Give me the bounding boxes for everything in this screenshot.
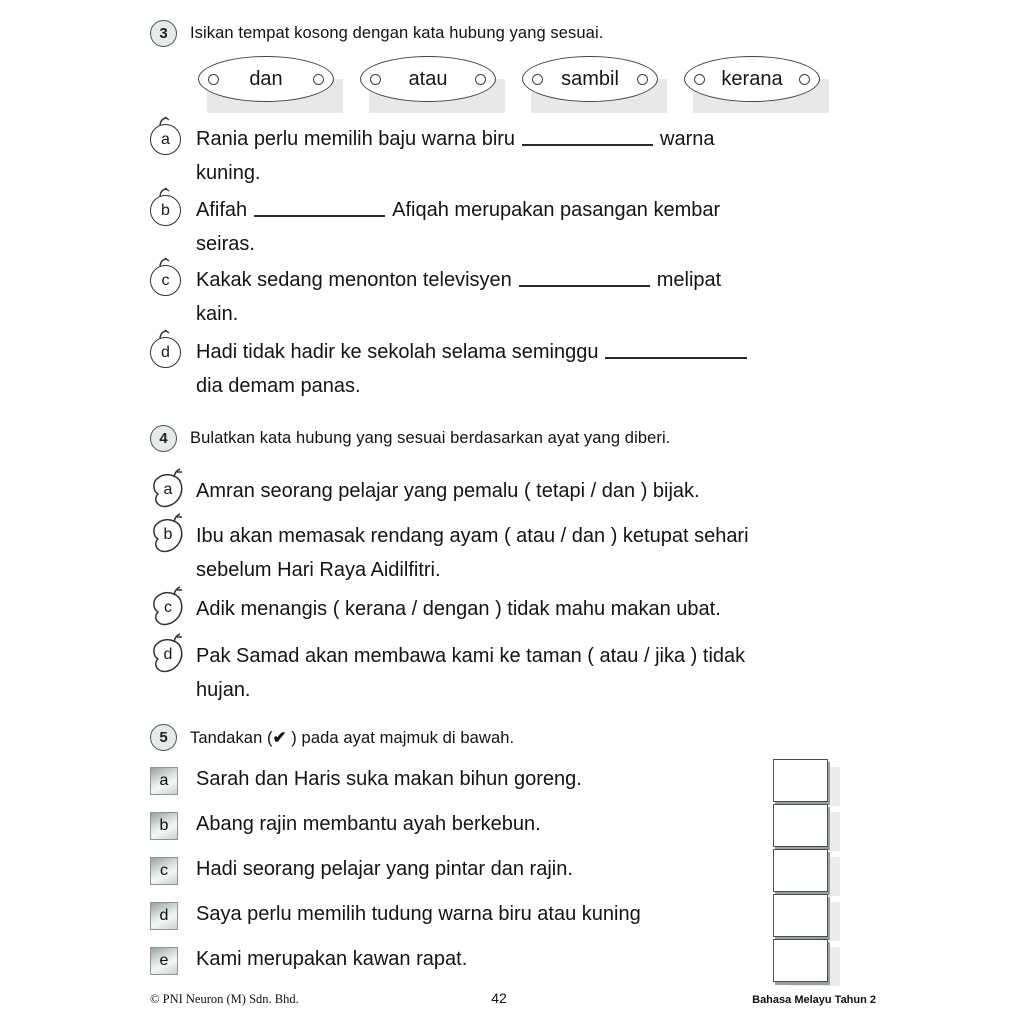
tag-hole-icon [532,74,543,85]
page-number: 42 [491,990,507,1006]
sentence-line2: kain. [196,303,239,325]
answer-blank[interactable] [605,342,747,359]
tag-hole-icon [694,74,705,85]
item-letter-leaf [150,513,186,555]
word-tag-dan [198,56,334,102]
s5-item-e [150,938,828,983]
item-letter-leaf [150,633,186,675]
word-tag-label: dan [249,67,283,90]
copyright-text: © PNI Neuron (M) Sdn. Bhd. [150,992,299,1006]
sentence-line2: kuning. [196,162,261,184]
s3-item-c [150,263,850,331]
item-letter: b [150,195,181,226]
item-letter-square: a [150,767,178,795]
word-tag-label: sambil [561,67,619,90]
sentence-line1: Pak Samad akan membawa kami ke taman ( atau / jika ) tidak [196,645,746,667]
stem-icon [157,257,171,267]
answer-checkbox[interactable] [773,759,828,802]
word-tag-label: kerana [721,67,783,90]
tag-hole-icon [475,74,486,85]
sentence-line1: Ibu akan memasak rendang ayam ( atau / dan ) ketupat sehari [196,525,749,547]
s3-item-d [150,335,850,403]
tag-hole-icon [313,74,324,85]
item-text [196,519,850,587]
item-letter-square: d [150,902,178,930]
word-tag-kerana [684,56,820,102]
answer-checkbox[interactable] [773,939,828,982]
item-text [196,263,850,331]
item-text: Saya perlu memilih tudung warna biru atau kuning [196,903,641,925]
section-4-title: Bulatkan kata hubung yang sesuai berdasarkan ayat yang diberi. [190,429,671,447]
title-post: ) pada ayat majmuk di bawah. [286,728,515,747]
sentence-pre: Rania perlu memilih baju warna biru [196,128,516,150]
item-letter: d [163,646,173,663]
item-letter-circle [150,195,181,226]
sentence-line2: seiras. [196,233,255,255]
item-text [196,335,850,403]
page-footer [150,990,876,1007]
answer-blank[interactable] [519,270,650,287]
sentence-pre: Hadi tidak hadir ke sekolah selama seminggu [196,341,599,363]
s4-item-b [150,519,850,587]
s3-item-a [150,122,850,190]
sentence-line2: sebelum Hari Raya Aidilfitri. [196,559,441,581]
sentence-post: warna [660,128,715,150]
section-5-title [190,728,514,748]
sentence-line2: dia demam panas. [196,375,361,397]
word-bank [198,56,822,102]
word-tag-label: atau [408,67,448,90]
sentence-post: Afiqah merupakan pasangan kembar [392,199,721,221]
section-5-header [150,724,514,751]
section-3-number-badge: 3 [150,20,177,47]
sentence-line2: hujan. [196,679,251,701]
item-text: Kami merupakan kawan rapat. [196,948,468,970]
sentence-line1: Adik menangis ( kerana / dengan ) tidak mahu makan ubat. [196,598,721,620]
s5-item-b [150,803,828,848]
s4-item-c [150,592,850,628]
sentence-post: melipat [656,269,722,291]
item-letter-square: b [150,812,178,840]
book-title: Bahasa Melayu Tahun 2 [752,994,877,1006]
item-letter-square: c [150,857,178,885]
sentence-line1: Amran seorang pelajar yang pemalu ( tetapi / dan ) bijak. [196,480,700,502]
tag-hole-icon [208,74,219,85]
answer-blank[interactable] [522,129,653,146]
item-text [196,122,850,190]
s5-item-a [150,758,828,803]
s4-item-a [150,474,850,510]
tag-hole-icon [370,74,381,85]
answer-blank[interactable] [254,200,385,217]
word-tag-sambil [522,56,658,102]
item-text: Hadi seorang pelajar yang pintar dan rajin. [196,858,573,880]
item-letter: c [150,265,181,296]
item-letter: a [163,481,173,498]
s5-item-c [150,848,828,893]
tag-hole-icon [799,74,810,85]
title-pre: Tandakan ( [190,728,273,747]
item-letter: b [163,526,173,543]
item-text [196,592,850,626]
item-letter-leaf [150,468,186,510]
item-letter-circle [150,265,181,296]
item-letter-square: e [150,947,178,975]
item-text: Sarah dan Haris suka makan bihun goreng. [196,768,582,790]
stem-icon [157,329,171,339]
section-4-header [150,425,670,452]
s3-item-b [150,193,850,261]
section-4-number-badge: 4 [150,425,177,452]
s4-item-d [150,639,850,707]
sentence-pre: Kakak sedang menonton televisyen [196,269,512,291]
section-3-header [150,20,603,47]
item-text [196,639,850,707]
section-5-number-badge: 5 [150,724,177,751]
answer-checkbox[interactable] [773,849,828,892]
stem-icon [157,187,171,197]
answer-checkbox[interactable] [773,804,828,847]
item-text [196,474,850,508]
s5-item-d [150,893,828,938]
item-letter: c [164,599,172,616]
item-text [196,193,850,261]
item-letter: a [150,124,181,155]
item-letter-leaf [150,586,186,628]
section-3-title: Isikan tempat kosong dengan kata hubung yang sesuai. [190,24,604,42]
stem-icon [157,116,171,126]
checkmark-icon: ✔ [272,728,287,747]
item-letter-circle [150,124,181,155]
item-letter-circle [150,337,181,368]
item-text: Abang rajin membantu ayah berkebun. [196,813,541,835]
item-letter: d [150,337,181,368]
sentence-pre: Afifah [196,199,248,221]
word-tag-atau [360,56,496,102]
tag-hole-icon [637,74,648,85]
answer-checkbox[interactable] [773,894,828,937]
